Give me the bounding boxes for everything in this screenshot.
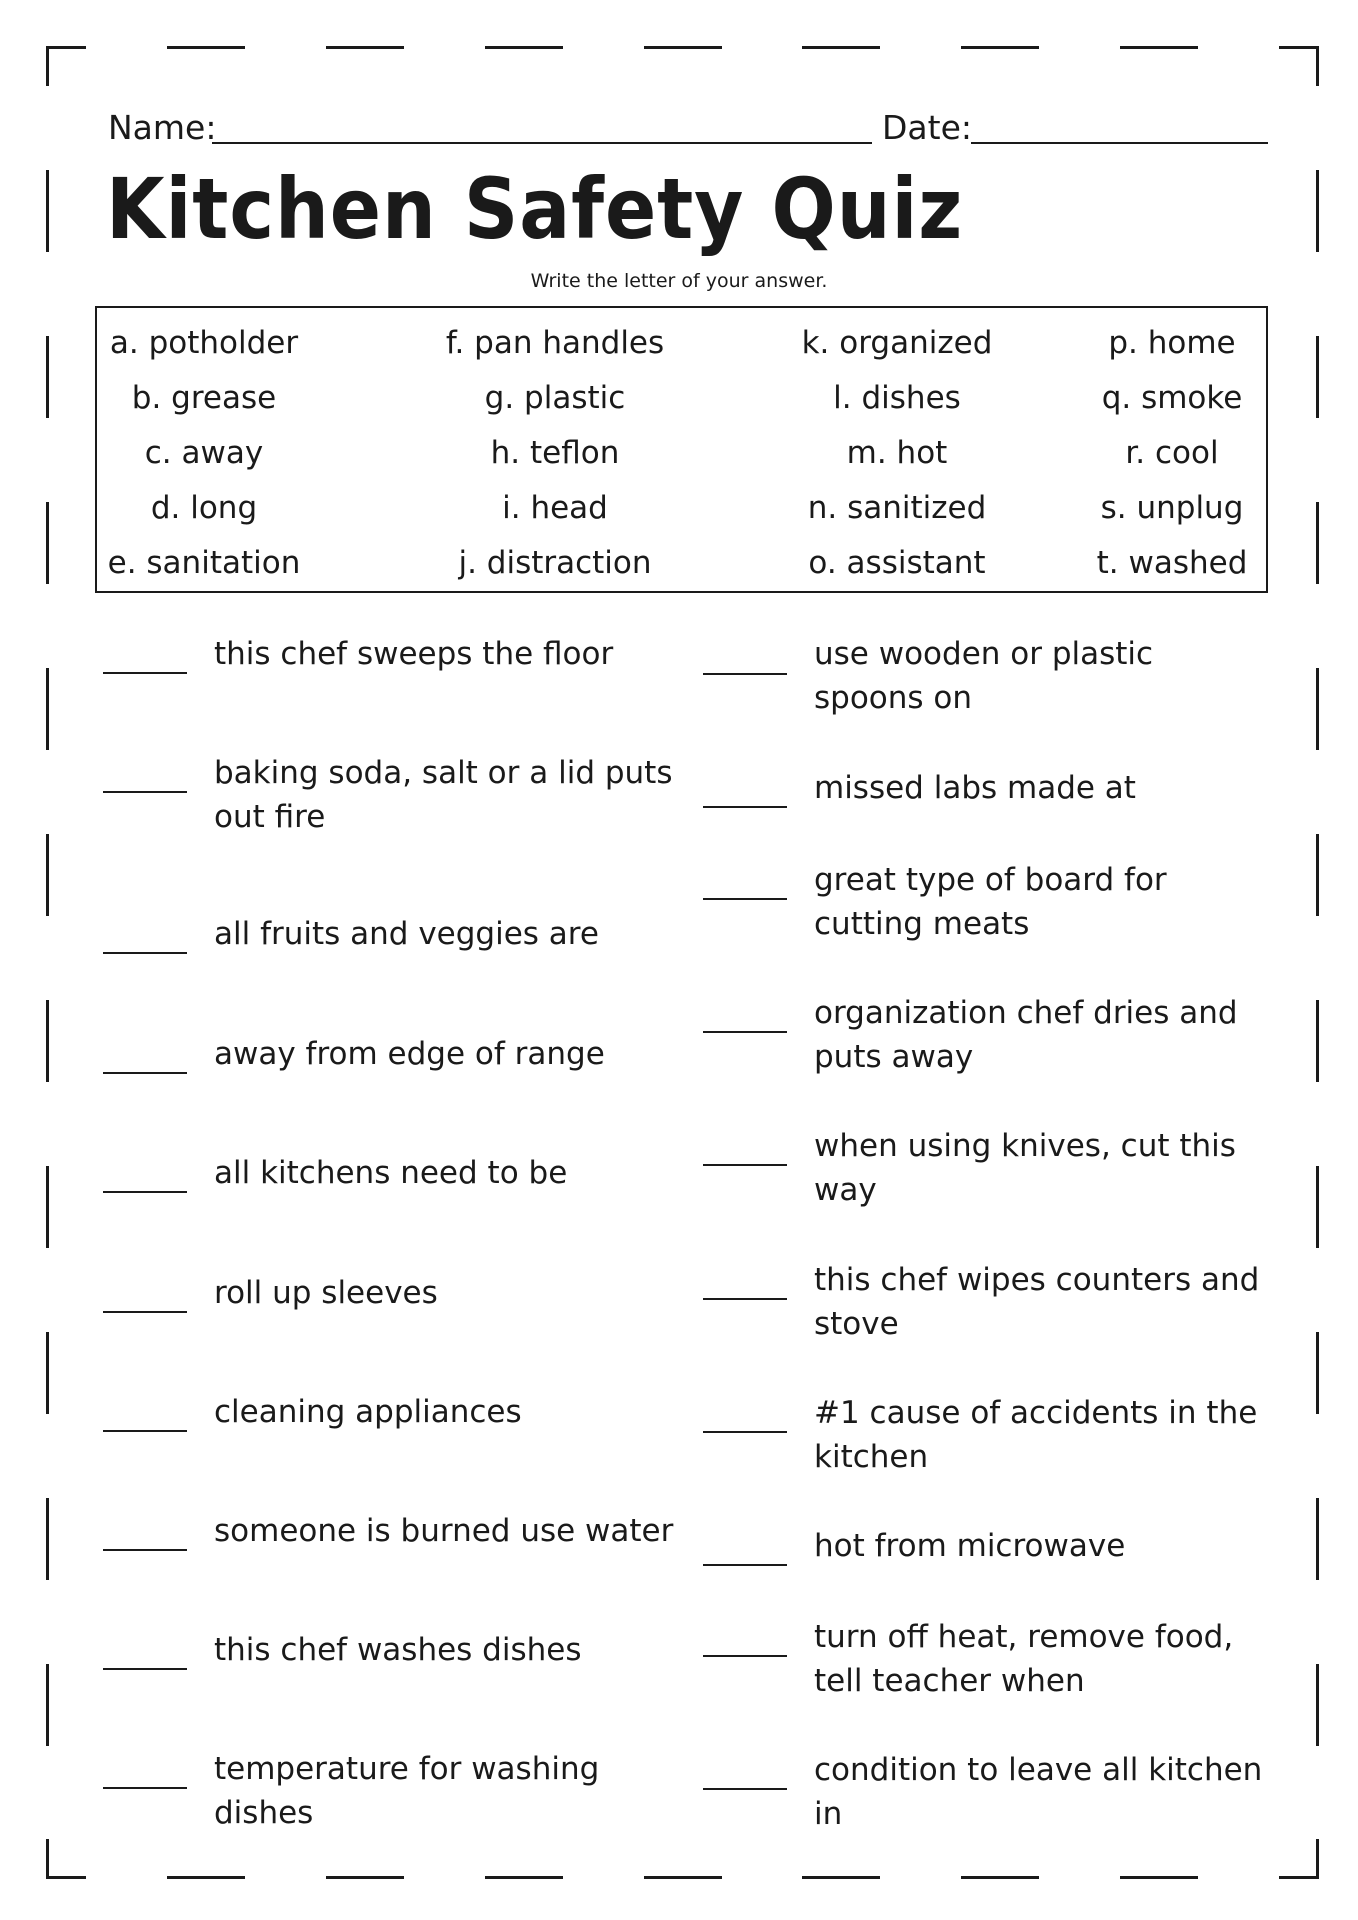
question-text: this chef washes dishes <box>214 1632 582 1668</box>
answer-blank[interactable] <box>703 1164 787 1166</box>
word-bank-item: j. distraction <box>458 545 652 581</box>
border-dash <box>1316 1664 1319 1746</box>
date-line[interactable] <box>971 142 1268 144</box>
border-dash <box>644 46 722 49</box>
word-bank-item: r. cool <box>1125 435 1219 471</box>
answer-blank[interactable] <box>103 1191 187 1193</box>
border-dash <box>46 1498 49 1580</box>
border-dash <box>1316 502 1319 584</box>
word-bank-column <box>425 316 685 591</box>
border-dash <box>46 1332 49 1414</box>
border-dash <box>1316 1498 1319 1580</box>
border-dash <box>46 1000 49 1082</box>
border-dash <box>1316 1839 1319 1879</box>
question-text: temperature for washing dishes <box>214 1751 600 1831</box>
border-dash <box>46 668 49 750</box>
word-bank-item: g. plastic <box>484 380 626 416</box>
border-dash <box>167 46 245 49</box>
answer-blank[interactable] <box>103 1787 187 1789</box>
word-bank-item: b. grease <box>131 380 277 416</box>
word-bank-item: p. home <box>1108 325 1236 361</box>
answer-blank[interactable] <box>703 898 787 900</box>
question-text: great type of board for cutting meats <box>814 862 1167 942</box>
border-dash <box>1316 668 1319 750</box>
question-text: baking soda, salt or a lid puts out fire <box>214 755 673 835</box>
answer-blank[interactable] <box>703 673 787 675</box>
question-text: hot from microwave <box>814 1528 1126 1564</box>
border-dash <box>46 1166 49 1248</box>
answer-blank[interactable] <box>103 1311 187 1313</box>
word-bank-item: k. organized <box>801 325 993 361</box>
answer-blank[interactable] <box>703 1298 787 1300</box>
date-label: Date: <box>882 108 972 147</box>
word-bank-item: s. unplug <box>1100 490 1244 526</box>
border-dash <box>326 1876 404 1879</box>
border-dash <box>46 1876 86 1879</box>
border-dash <box>644 1876 722 1879</box>
answer-blank[interactable] <box>703 1431 787 1433</box>
word-bank-item: d. long <box>150 490 258 526</box>
answer-blank[interactable] <box>703 806 787 808</box>
border-dash <box>46 834 49 916</box>
question-text: #1 cause of accidents in the kitchen <box>814 1395 1258 1475</box>
question-text: organization chef dries and puts away <box>814 995 1238 1075</box>
word-bank <box>95 306 1268 593</box>
border-dash <box>1316 336 1319 418</box>
question-text: roll up sleeves <box>214 1275 438 1311</box>
border-dash <box>46 1664 49 1746</box>
question-text: missed labs made at <box>814 770 1136 806</box>
name-label: Name: <box>108 108 217 147</box>
word-bank-item: l. dishes <box>833 380 961 416</box>
border-dash <box>1279 1876 1319 1879</box>
word-bank-item: q. smoke <box>1101 380 1243 416</box>
border-dash <box>46 336 49 418</box>
border-dash <box>1316 834 1319 916</box>
border-dash <box>802 1876 880 1879</box>
word-bank-item: m. hot <box>846 435 948 471</box>
border-dash <box>167 1876 245 1879</box>
border-dash <box>326 46 404 49</box>
border-dash <box>1316 1000 1319 1082</box>
border-dash <box>46 1839 49 1879</box>
border-dash <box>1316 1166 1319 1248</box>
question-text: turn off heat, remove food, tell teacher when <box>814 1619 1234 1699</box>
answer-blank[interactable] <box>103 1668 187 1670</box>
answer-blank[interactable] <box>103 1430 187 1432</box>
name-line[interactable] <box>212 142 872 144</box>
word-bank-item: e. sanitation <box>107 545 301 581</box>
border-dash <box>1316 1332 1319 1414</box>
word-bank-item: c. away <box>144 435 264 471</box>
word-bank-column <box>777 316 1017 591</box>
answer-blank[interactable] <box>703 1564 787 1566</box>
word-bank-item: f. pan handles <box>445 325 665 361</box>
question-text: someone is burned use water <box>214 1513 674 1549</box>
answer-blank[interactable] <box>703 1788 787 1790</box>
question-text: this chef wipes counters and stove <box>814 1262 1260 1342</box>
page-title: Kitchen Safety Quiz <box>106 160 964 258</box>
word-bank-column <box>99 316 309 591</box>
answer-blank[interactable] <box>103 1072 187 1074</box>
word-bank-item: h. teflon <box>490 435 620 471</box>
answer-blank[interactable] <box>103 791 187 793</box>
border-dash <box>485 46 563 49</box>
question-text: condition to leave all kitchen in <box>814 1752 1263 1832</box>
question-text: all kitchens need to be <box>214 1155 568 1191</box>
border-dash <box>1316 46 1319 86</box>
question-text: all fruits and veggies are <box>214 916 599 952</box>
answer-blank[interactable] <box>703 1031 787 1033</box>
border-dash <box>802 46 880 49</box>
header-row <box>108 108 1268 154</box>
word-bank-item: i. head <box>502 490 608 526</box>
word-bank-column <box>1087 316 1257 591</box>
word-bank-item: a. potholder <box>109 325 299 361</box>
border-dash <box>1120 46 1198 49</box>
question-text: away from edge of range <box>214 1036 605 1072</box>
question-text: use wooden or plastic spoons on <box>814 636 1154 716</box>
instruction-text: Write the letter of your answer. <box>530 270 828 292</box>
border-dash <box>961 1876 1039 1879</box>
word-bank-item: t. washed <box>1096 545 1248 581</box>
border-dash <box>46 502 49 584</box>
question-text: this chef sweeps the floor <box>214 636 614 672</box>
question-text: when using knives, cut this way <box>814 1128 1236 1208</box>
word-bank-item: n. sanitized <box>807 490 987 526</box>
border-dash <box>1120 1876 1198 1879</box>
border-dash <box>961 46 1039 49</box>
word-bank-item: o. assistant <box>808 545 986 581</box>
border-dash <box>485 1876 563 1879</box>
answer-blank[interactable] <box>703 1655 787 1657</box>
border-dash <box>46 170 49 252</box>
answer-blank[interactable] <box>103 672 187 674</box>
border-dash <box>1316 170 1319 252</box>
answer-blank[interactable] <box>103 952 187 954</box>
border-dash <box>46 46 49 86</box>
border-dash <box>1279 46 1319 49</box>
answer-blank[interactable] <box>103 1549 187 1551</box>
border-dash <box>46 46 86 49</box>
question-text: cleaning appliances <box>214 1394 522 1430</box>
